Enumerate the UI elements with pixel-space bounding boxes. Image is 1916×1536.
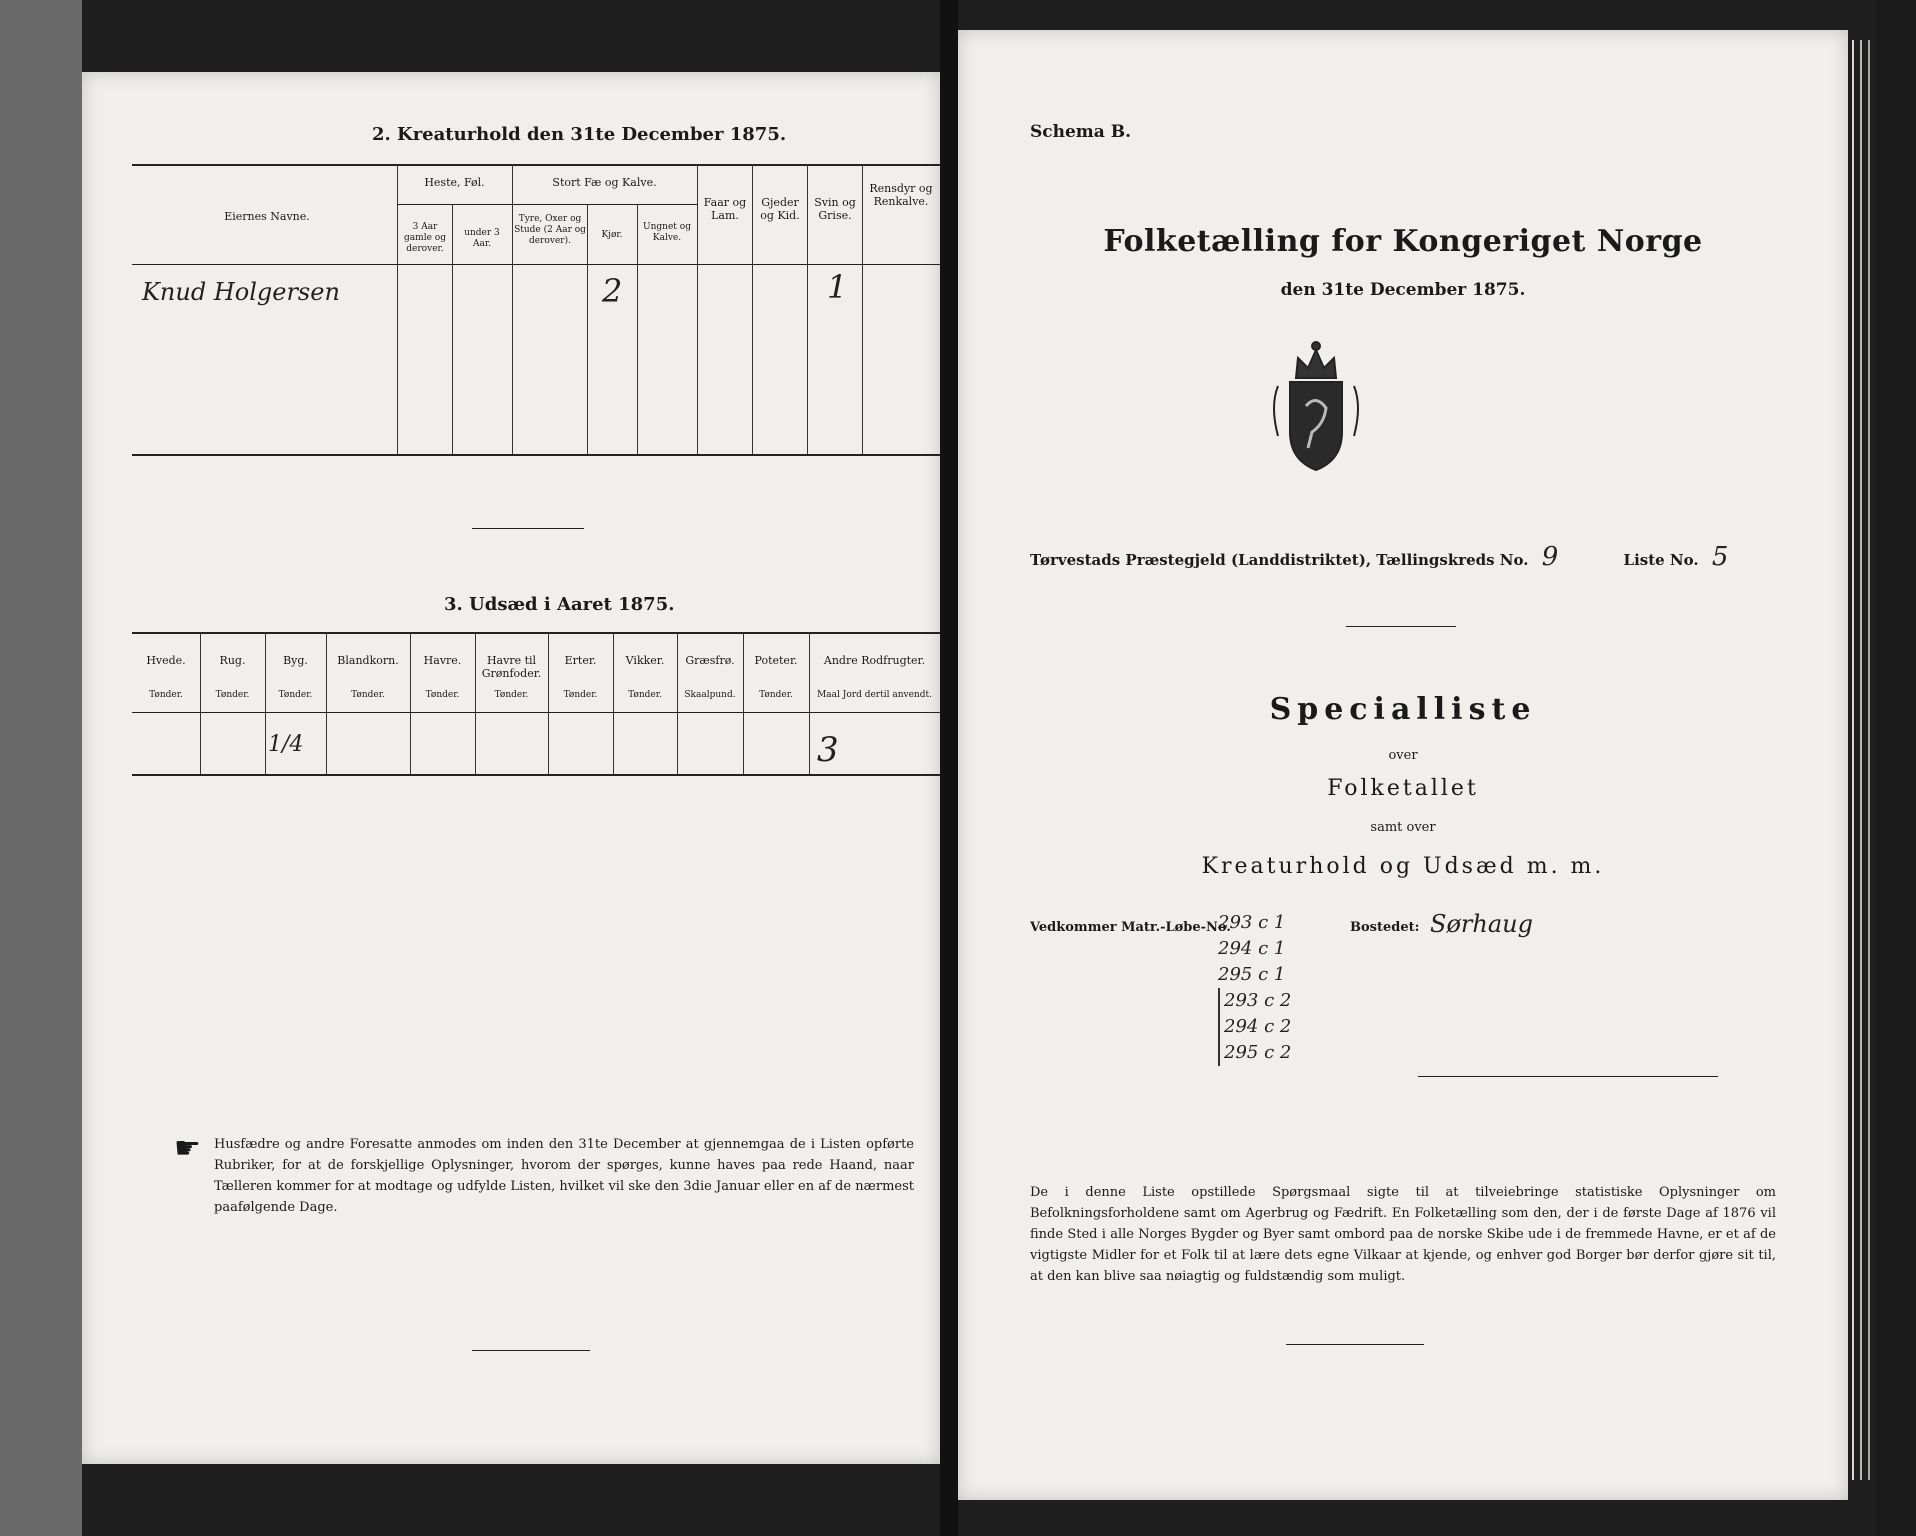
matr-value: 295 c 1 <box>1218 964 1286 985</box>
bostedet-label: Bostedet: <box>1350 920 1420 935</box>
matr-value: 293 c 1 <box>1218 912 1286 933</box>
t3-header-unit: Tønder. <box>563 690 598 700</box>
t3-col-divider <box>548 632 549 774</box>
table2-header-rule <box>132 264 940 265</box>
t2-header-horses-a: 3 Aar gamle og derover. <box>404 222 446 254</box>
page-stack-edge <box>1868 40 1870 1480</box>
t2-header-owner: Eiernes Navne. <box>224 210 310 223</box>
t3-header-unit: Tønder. <box>149 690 183 700</box>
t2-col-divider <box>512 164 513 454</box>
matr-value: 295 c 2 <box>1218 1040 1328 1066</box>
book-gutter <box>940 0 958 1536</box>
over-label-1: over <box>1388 748 1418 763</box>
t3-header-col: Byg. <box>283 654 308 667</box>
pointing-hand-icon: ☛ <box>174 1131 201 1166</box>
bottom-rule <box>1286 1344 1424 1345</box>
table2-top-rule <box>132 164 940 166</box>
t3-header-col: Blandkorn. <box>337 654 399 667</box>
t2-header-horses-b: under 3 Aar. <box>464 228 500 249</box>
t3-header-unit: Skaalpund. <box>684 690 736 700</box>
t2-col-divider <box>862 164 863 454</box>
t2-col-divider <box>452 204 453 454</box>
t2-cows-value: 2 <box>602 272 623 310</box>
t3-col-divider <box>613 632 614 774</box>
t3-col-divider <box>809 632 810 774</box>
divider-rule <box>1346 626 1456 627</box>
t2-header-cattle-a: Tyre, Oxer og Stude (2 Aar og derover). <box>514 214 586 246</box>
t2-col-divider <box>587 204 588 454</box>
divider-rule <box>472 528 584 529</box>
t3-header-unit: Tønder. <box>351 690 385 700</box>
census-title: Folketælling for Kongeriget Norge <box>1103 224 1703 259</box>
t3-header-col: Erter. <box>564 654 597 667</box>
t3-header-unit: Maal Jord dertil anvendt. <box>817 690 932 700</box>
section2-title: 2. Kreaturhold den 31te December 1875. <box>372 124 787 145</box>
t2-header-cattle: Stort Fæ og Kalve. <box>552 176 657 189</box>
district-line <box>1030 542 1820 572</box>
t3-header-unit: Tønder. <box>278 690 313 700</box>
t2-header-goats: Gjeder og Kid. <box>760 196 800 222</box>
t3-header-unit: Tønder. <box>425 690 460 700</box>
t3-col-divider <box>677 632 678 774</box>
matr-values <box>1218 910 1328 1066</box>
table3-bottom-rule <box>132 774 940 776</box>
page-stack-edge <box>1852 40 1854 1480</box>
schema-label: Schema B. <box>1030 122 1132 142</box>
t3-header-col: Vikker. <box>625 654 665 667</box>
coat-of-arms-icon <box>1266 336 1366 476</box>
section3-title: 3. Udsæd i Aaret 1875. <box>444 594 675 615</box>
t3-col-divider <box>265 632 266 774</box>
t3-col-divider <box>200 632 201 774</box>
t3-header-col: Poteter. <box>754 654 798 667</box>
t3-header-unit: Tønder. <box>494 690 529 700</box>
t3-col-divider <box>326 632 327 774</box>
district-label: Tørvestads Præstegjeld (Landdistriktet), Tællingskreds No. <box>1030 551 1529 569</box>
t2-header-cattle-c: Ungnet og Kalve. <box>643 222 691 243</box>
t3-col-divider <box>743 632 744 774</box>
left-page <box>82 72 940 1464</box>
table3-top-rule <box>132 632 940 634</box>
t2-col-divider <box>697 164 698 454</box>
census-date: den 31te December 1875. <box>1280 280 1526 300</box>
district-number: 9 <box>1541 542 1559 572</box>
page-stack-edge <box>1860 40 1862 1480</box>
t2-pigs-value: 1 <box>827 268 848 306</box>
t3-header-unit: Tønder. <box>628 690 662 700</box>
matr-value: 294 c 1 <box>1218 938 1286 959</box>
t2-header-cattle-b: Kjør. <box>601 230 623 240</box>
kreaturhold-heading: Kreaturhold og Udsæd m. m. <box>1201 854 1605 879</box>
bostedet-underline <box>1418 1076 1718 1077</box>
table3-header-rule <box>132 712 940 713</box>
t2-header-horses: Heste, Føl. <box>424 176 485 189</box>
t2-owner-name: Knud Holgersen <box>142 278 340 306</box>
t3-col-divider <box>410 632 411 774</box>
t3-col-divider <box>475 632 476 774</box>
matr-value: 293 c 2 <box>1218 988 1328 1014</box>
scan-edge-left <box>0 0 82 1536</box>
liste-label: Liste No. <box>1623 551 1699 569</box>
t3-header-col: Hvede. <box>146 654 186 667</box>
t2-col-divider <box>637 204 638 454</box>
t3-header-unit: Tønder. <box>759 690 793 700</box>
bostedet-value: Sørhaug <box>1430 910 1533 938</box>
specialliste-heading: Specialliste <box>1269 692 1537 727</box>
t3-header-col: Havre til Grønfoder. <box>481 654 542 680</box>
t3-poteter-value: 3 <box>817 730 839 770</box>
scan-edge-right <box>1876 0 1916 1536</box>
t3-header-col: Rug. <box>219 654 246 667</box>
notice-text: Husfædre og andre Foresatte anmodes om inden den 31te December at gjennemgaa de i Listen opførte Rubriker, for at de forskjellige Oplysninger, hvorom der spørges, kunne haves paa rede Haand, naar Tælleren kommer for at modtage og udfylde Listen, hvilket vil ske den 3die Januar eller en af de nærmest paafølgende Dage. <box>214 1137 914 1215</box>
matr-label: Vedkommer Matr.-Løbe-No. <box>1030 920 1231 935</box>
matr-value: 294 c 2 <box>1218 1014 1328 1040</box>
t2-subheader-rule <box>397 204 697 205</box>
intro-paragraph: De i denne Liste opstillede Spørgsmaal sigte til at tilveiebringe statistiske Oplysninger om Befolkningsforholdene samt om Agerbrug og Fædrift. En Folketælling som den, der i de første Dage af 1876 vil finde Sted i alle Norges Bygder og Byer samt ombord paa de norske Skibe ude i de fremmede Havne, er et af de vigtigste Midler for et Folk til at lære dets egne Vilkaar at kjende, og enhver god Borger bør derfor gjøre sit til, at den kan blive saa nøiagtig og fuldstændig som muligt. <box>1030 1185 1776 1284</box>
right-page <box>958 30 1848 1500</box>
folketallet-heading: Folketallet <box>1327 776 1479 801</box>
bottom-rule <box>472 1350 590 1351</box>
t2-header-reindeer: Rensdyr og Renkalve. <box>869 182 933 208</box>
table2-bottom-rule <box>132 454 940 456</box>
t2-col-divider <box>752 164 753 454</box>
t3-header-unit: Tønder. <box>215 690 250 700</box>
t3-byg-value: 1/4 <box>268 732 304 757</box>
t2-col-divider <box>807 164 808 454</box>
t2-header-sheep: Faar og Lam. <box>703 196 747 222</box>
t3-header-col: Havre. <box>423 654 462 667</box>
t3-header-col: Andre Rodfrugter. <box>823 654 926 667</box>
samt-over-label: samt over <box>1370 820 1436 835</box>
liste-number: 5 <box>1711 542 1729 572</box>
t2-header-pigs: Svin og Grise. <box>814 196 856 222</box>
t3-header-col: Græsfrø. <box>685 654 735 667</box>
t2-col-divider <box>397 164 398 454</box>
